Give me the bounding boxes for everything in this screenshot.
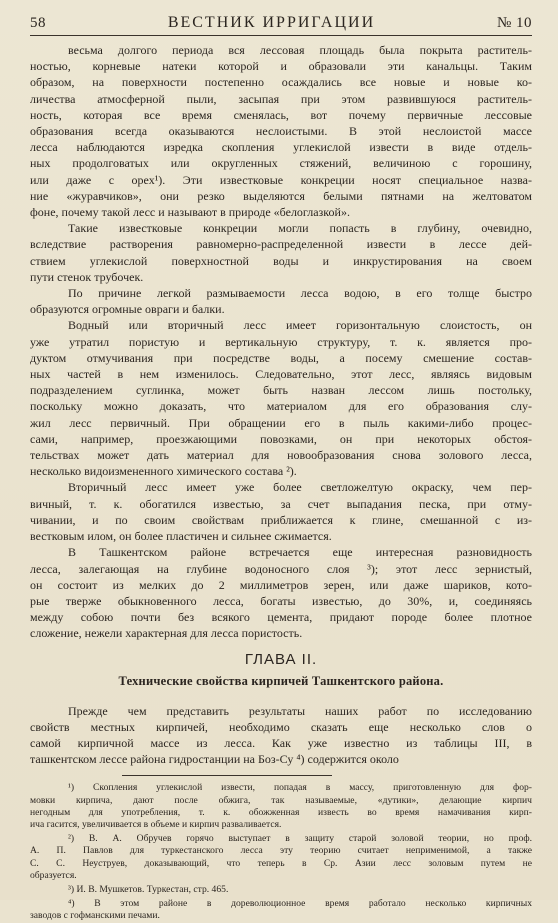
text-line: поскольку можно доказать, что материалом для его образования слу- [30, 399, 532, 414]
footnote-line: образуется. [30, 869, 77, 881]
text-line: сами, например, проезжающими повозками, он при некоторых обстоя- [30, 431, 532, 446]
text-line: Прежде чем представить результаты наших работ по исследованию [68, 703, 532, 718]
page-number: 58 [30, 15, 46, 31]
text-line: Такие известковые конкреции могли попасть в глубину, очевидно, [68, 221, 532, 236]
text-line: пути стенок трубочек. [30, 269, 144, 284]
chapter-title: Технические свойства кирпичей Ташкентского района. [118, 673, 444, 688]
text-line: весьма долгого периода вся лессовая площадь была покрыта раститель- [68, 43, 532, 57]
text-line: вестковым илом, он более пластичен и сильнее сжимается. [30, 529, 332, 544]
footnote-line: ¹) Скопления углекислой извести, попадая в массу, приготовленную для фор- [68, 782, 532, 794]
text-line: Водный или вторичный лесс имеет горизонтальную слоистость, он [68, 318, 532, 333]
paragraph [30, 317, 532, 479]
journal-title: ВЕСТНИК ИРРИГАЦИИ [167, 14, 376, 31]
issue-number: № 10 [496, 15, 532, 31]
text-line: ность, которая все время сменялась, вот почему первичные лессовые [30, 107, 532, 122]
footnote [30, 782, 532, 831]
text-line: рые тверже обыкновенного лесса, богаты известью, до 30%, и, соединяясь [30, 593, 532, 608]
body-text [30, 42, 532, 642]
text-line: ных продолговатых или округленных стяжений, величиною с горошину, [30, 156, 532, 171]
text-line: несколько видоизмененного химического состава ²). [30, 464, 297, 479]
header-rule [30, 35, 532, 36]
paragraph [30, 42, 532, 220]
footnote [30, 884, 532, 896]
footnote [30, 833, 532, 882]
footnote-line: негодным для употребления, т. к. обожженная известь во время намачивания кирп- [30, 806, 532, 818]
text-line: сложение, нежели характерная для лесса пористость. [30, 626, 303, 641]
text-line: дуктом отмучивания при посредстве воды, а посему смешение состав- [30, 350, 532, 365]
text-line: ных частей в нем изменилось. Следовательно, этот лесс, являясь видовым [30, 367, 532, 382]
text-line: жил лесс первичный. При обращении его в пыль какими-либо процес- [30, 415, 532, 430]
footnote-line: С. С. Неуструев, доказывающий, что теперь в Ср. Азии лесс золовым путем не [30, 857, 532, 869]
footnote [30, 898, 532, 922]
text-line: образования всегда оказываются неслоистыми. В этой неслоистой массе [30, 124, 532, 139]
footnote-line: ³) И. В. Мушкетов. Туркестан, стр. 465. [68, 883, 229, 895]
running-header [30, 14, 532, 35]
text-line: ностью, корневые натеки которой и образовали эти канальцы. Таким [30, 59, 532, 74]
text-line: ние «журавчиков», они резко выделяются белыми пятнами на желтоватом [30, 188, 532, 203]
text-line: самой кирпичной массе из лесса. Как уже известно из таблицы III, в [30, 735, 532, 750]
footnotes [30, 782, 532, 922]
text-line: или даже с орех¹). Эти известковые конкреции носят специальное назва- [30, 172, 532, 187]
footnote-line: ²) В. А. Обручев горячо выступает в защиту старой золовой теории, но проф. [68, 833, 532, 845]
text-line: образуются огромные овраги и балки. [30, 302, 225, 317]
text-line: По причине легкой размываемости лесса водою, в его толще быстро [68, 286, 532, 301]
text-line: В Ташкентском районе встречается еще интересная разновидность [68, 545, 532, 560]
text-line: ствием углекислой поверхностной воды и инкрустирования на своем [30, 253, 532, 268]
chapter-paragraph [30, 703, 532, 768]
text-line: чивании, и по своим свойствам приближается к глине, смешанной с из- [30, 512, 532, 527]
paragraph [30, 479, 532, 544]
footnote-line: ⁴) В этом районе в дореволюционное время работало несколько кирпичных [68, 898, 532, 910]
footnote-line: А. П. Павлов для туркестанского лесса эту теорию считает неприменимой, а также [30, 845, 532, 857]
text-line: лесса, залегающая на глубине водоносного слоя ³); этот лесс зернистый, [30, 561, 532, 576]
text-line: вследствие растворения равномерно-распределенной извести в лессе дей- [30, 237, 532, 252]
chapter-heading: ГЛАВА II. [244, 650, 318, 668]
text-line: образом, на поверхности постепенно осаждались все новые и новые ко- [30, 75, 532, 90]
paragraph [30, 544, 532, 641]
paragraph [30, 220, 532, 285]
text-line: свойств местных кирпичей, необходимо сказать еще несколько слов о [30, 719, 532, 734]
text-line: личества атмосферной пыли, засыпая при этом развившуюся раститель- [30, 91, 532, 106]
text-line: тельствах может дать материал для новообразования снова золового лесса, [30, 448, 532, 463]
footnote-line: заводов с гофманскими печами. [30, 910, 160, 922]
text-line: фоне, почему такой лесс и называют в природе «белоглазкой». [30, 205, 350, 220]
paragraph [30, 285, 532, 317]
footnote-line: ича гасится, увеличивается в объеме и кирпич разваливается. [30, 818, 282, 830]
footnote-rule [122, 775, 332, 776]
text-line: лесса наблюдаются изредка скопления углекислой извести в виде отдель- [30, 140, 532, 155]
text-line: Вторичный лесс имеет уже более светложелтую окраску, чем пер- [68, 480, 532, 495]
text-line: ташкентском лессе района гидростанции на Боз-Су ⁴) содержится около [30, 752, 399, 767]
text-line: между собою почти без всякого цемента, придают породе более плотное [30, 610, 532, 625]
footnote-line: мовки кирпича, дают после обжига, так называемые, «дутики», делающие кирпич [30, 794, 532, 806]
text-line: вичный, т. к. обогатился известью, за счет выпадания песка, при отму- [30, 496, 532, 511]
text-line: уже утратил пористую и вертикальную структуру, т. к. является про- [30, 334, 532, 349]
text-line: подразделением суглинка, может быть назван лессом лишь постольку, [30, 383, 532, 398]
text-line: он состоит из мелких до 2 миллиметров зерен, или даже шариков, кото- [30, 577, 532, 592]
